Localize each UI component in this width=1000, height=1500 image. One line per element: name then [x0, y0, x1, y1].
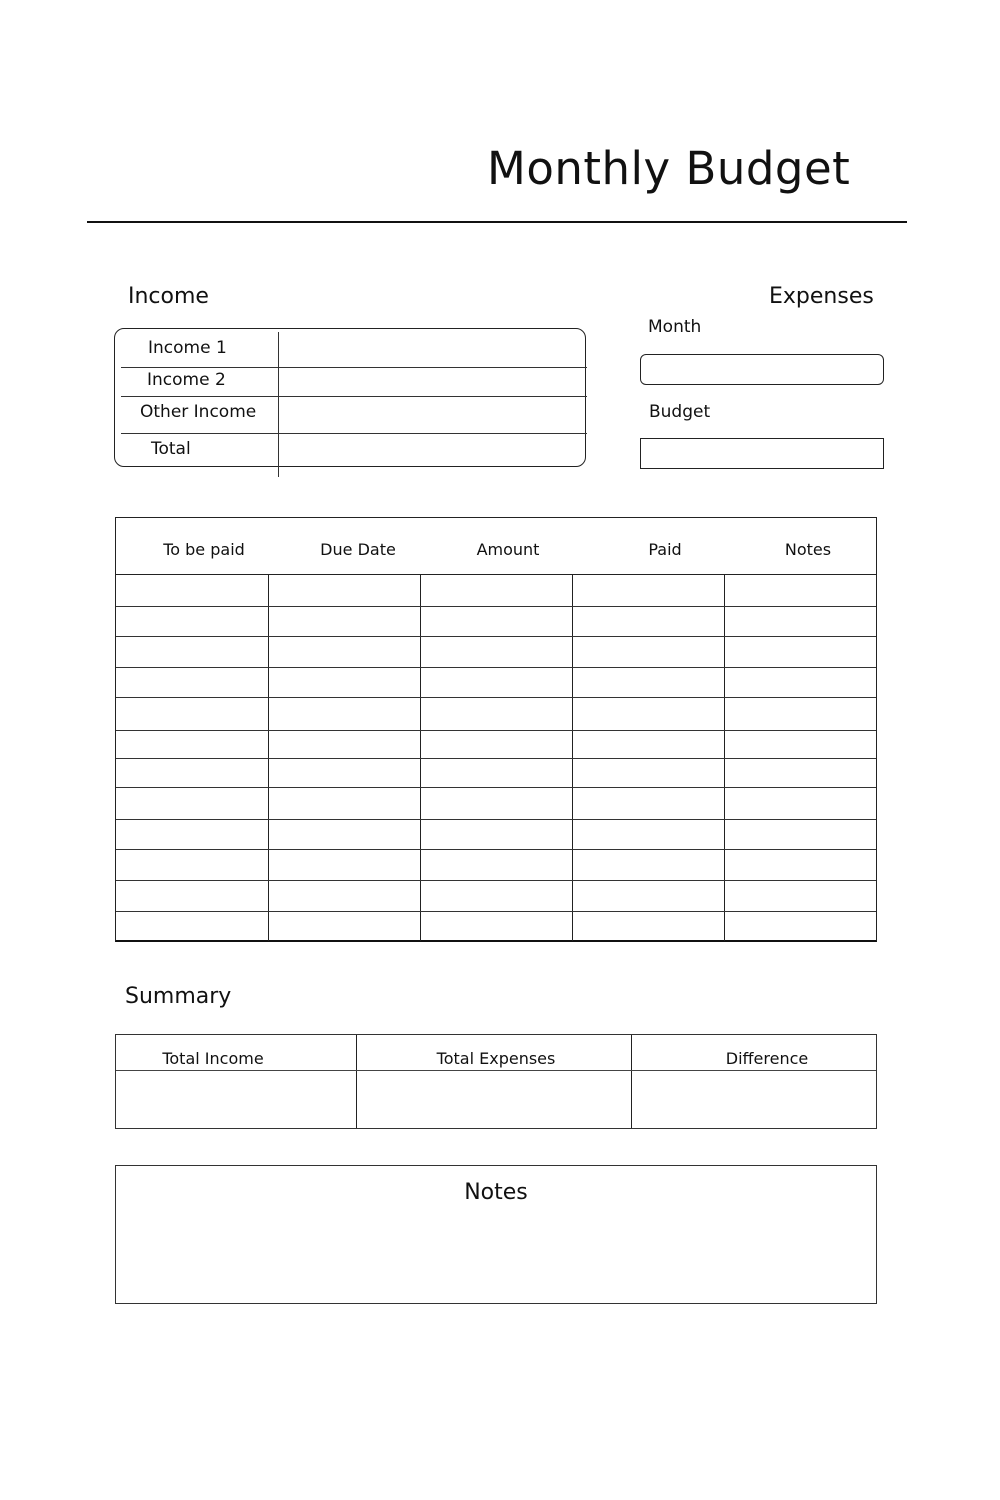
column-header-notes: Notes [784, 540, 832, 559]
summary-header-divider [116, 1070, 876, 1071]
table-row-divider [116, 787, 876, 788]
column-header-to-be-paid: To be paid [163, 540, 245, 559]
month-label: Month [648, 317, 702, 337]
budget-label: Budget [649, 402, 711, 422]
income-1-field[interactable] [282, 334, 582, 365]
page-title: Monthly Budget [487, 142, 851, 195]
income-column-divider [278, 332, 279, 477]
budget-field[interactable] [640, 438, 884, 469]
table-row-divider [116, 606, 876, 607]
table-row-divider [116, 880, 876, 881]
table-row-divider [116, 667, 876, 668]
table-row-divider [116, 730, 876, 731]
income-2-label: Income 2 [147, 370, 226, 390]
other-income-field[interactable] [282, 399, 582, 431]
total-expenses-header: Total Expenses [436, 1049, 556, 1068]
notes-heading: Notes [464, 1180, 528, 1205]
expenses-heading: Expenses [769, 284, 874, 309]
income-row-divider [121, 433, 587, 434]
total-income-header: Total Income [162, 1049, 264, 1068]
column-divider [356, 1035, 357, 1128]
other-income-label: Other Income [140, 402, 257, 422]
income-row-divider [121, 396, 587, 397]
income-heading: Income [128, 284, 209, 309]
table-row-divider [116, 819, 876, 820]
month-field[interactable] [640, 354, 884, 385]
column-header-due-date: Due Date [320, 540, 396, 559]
column-divider [631, 1035, 632, 1128]
column-header-paid: Paid [648, 540, 682, 559]
income-row-divider [121, 367, 587, 368]
title-divider [87, 221, 907, 223]
income-1-label: Income 1 [148, 338, 227, 358]
income-2-field[interactable] [282, 369, 582, 395]
table-row-divider [116, 758, 876, 759]
table-row-divider [116, 849, 876, 850]
summary-table [115, 1034, 877, 1129]
summary-heading: Summary [125, 984, 232, 1009]
expenses-table-header [116, 518, 876, 575]
table-row-divider [116, 911, 876, 912]
difference-header: Difference [725, 1049, 809, 1068]
income-total-label: Total [151, 439, 191, 459]
table-row-divider [116, 697, 876, 698]
expenses-table [115, 517, 877, 942]
notes-box[interactable] [115, 1165, 877, 1304]
table-row-divider [116, 636, 876, 637]
column-header-amount: Amount [476, 540, 540, 559]
income-total-field[interactable] [282, 436, 582, 464]
